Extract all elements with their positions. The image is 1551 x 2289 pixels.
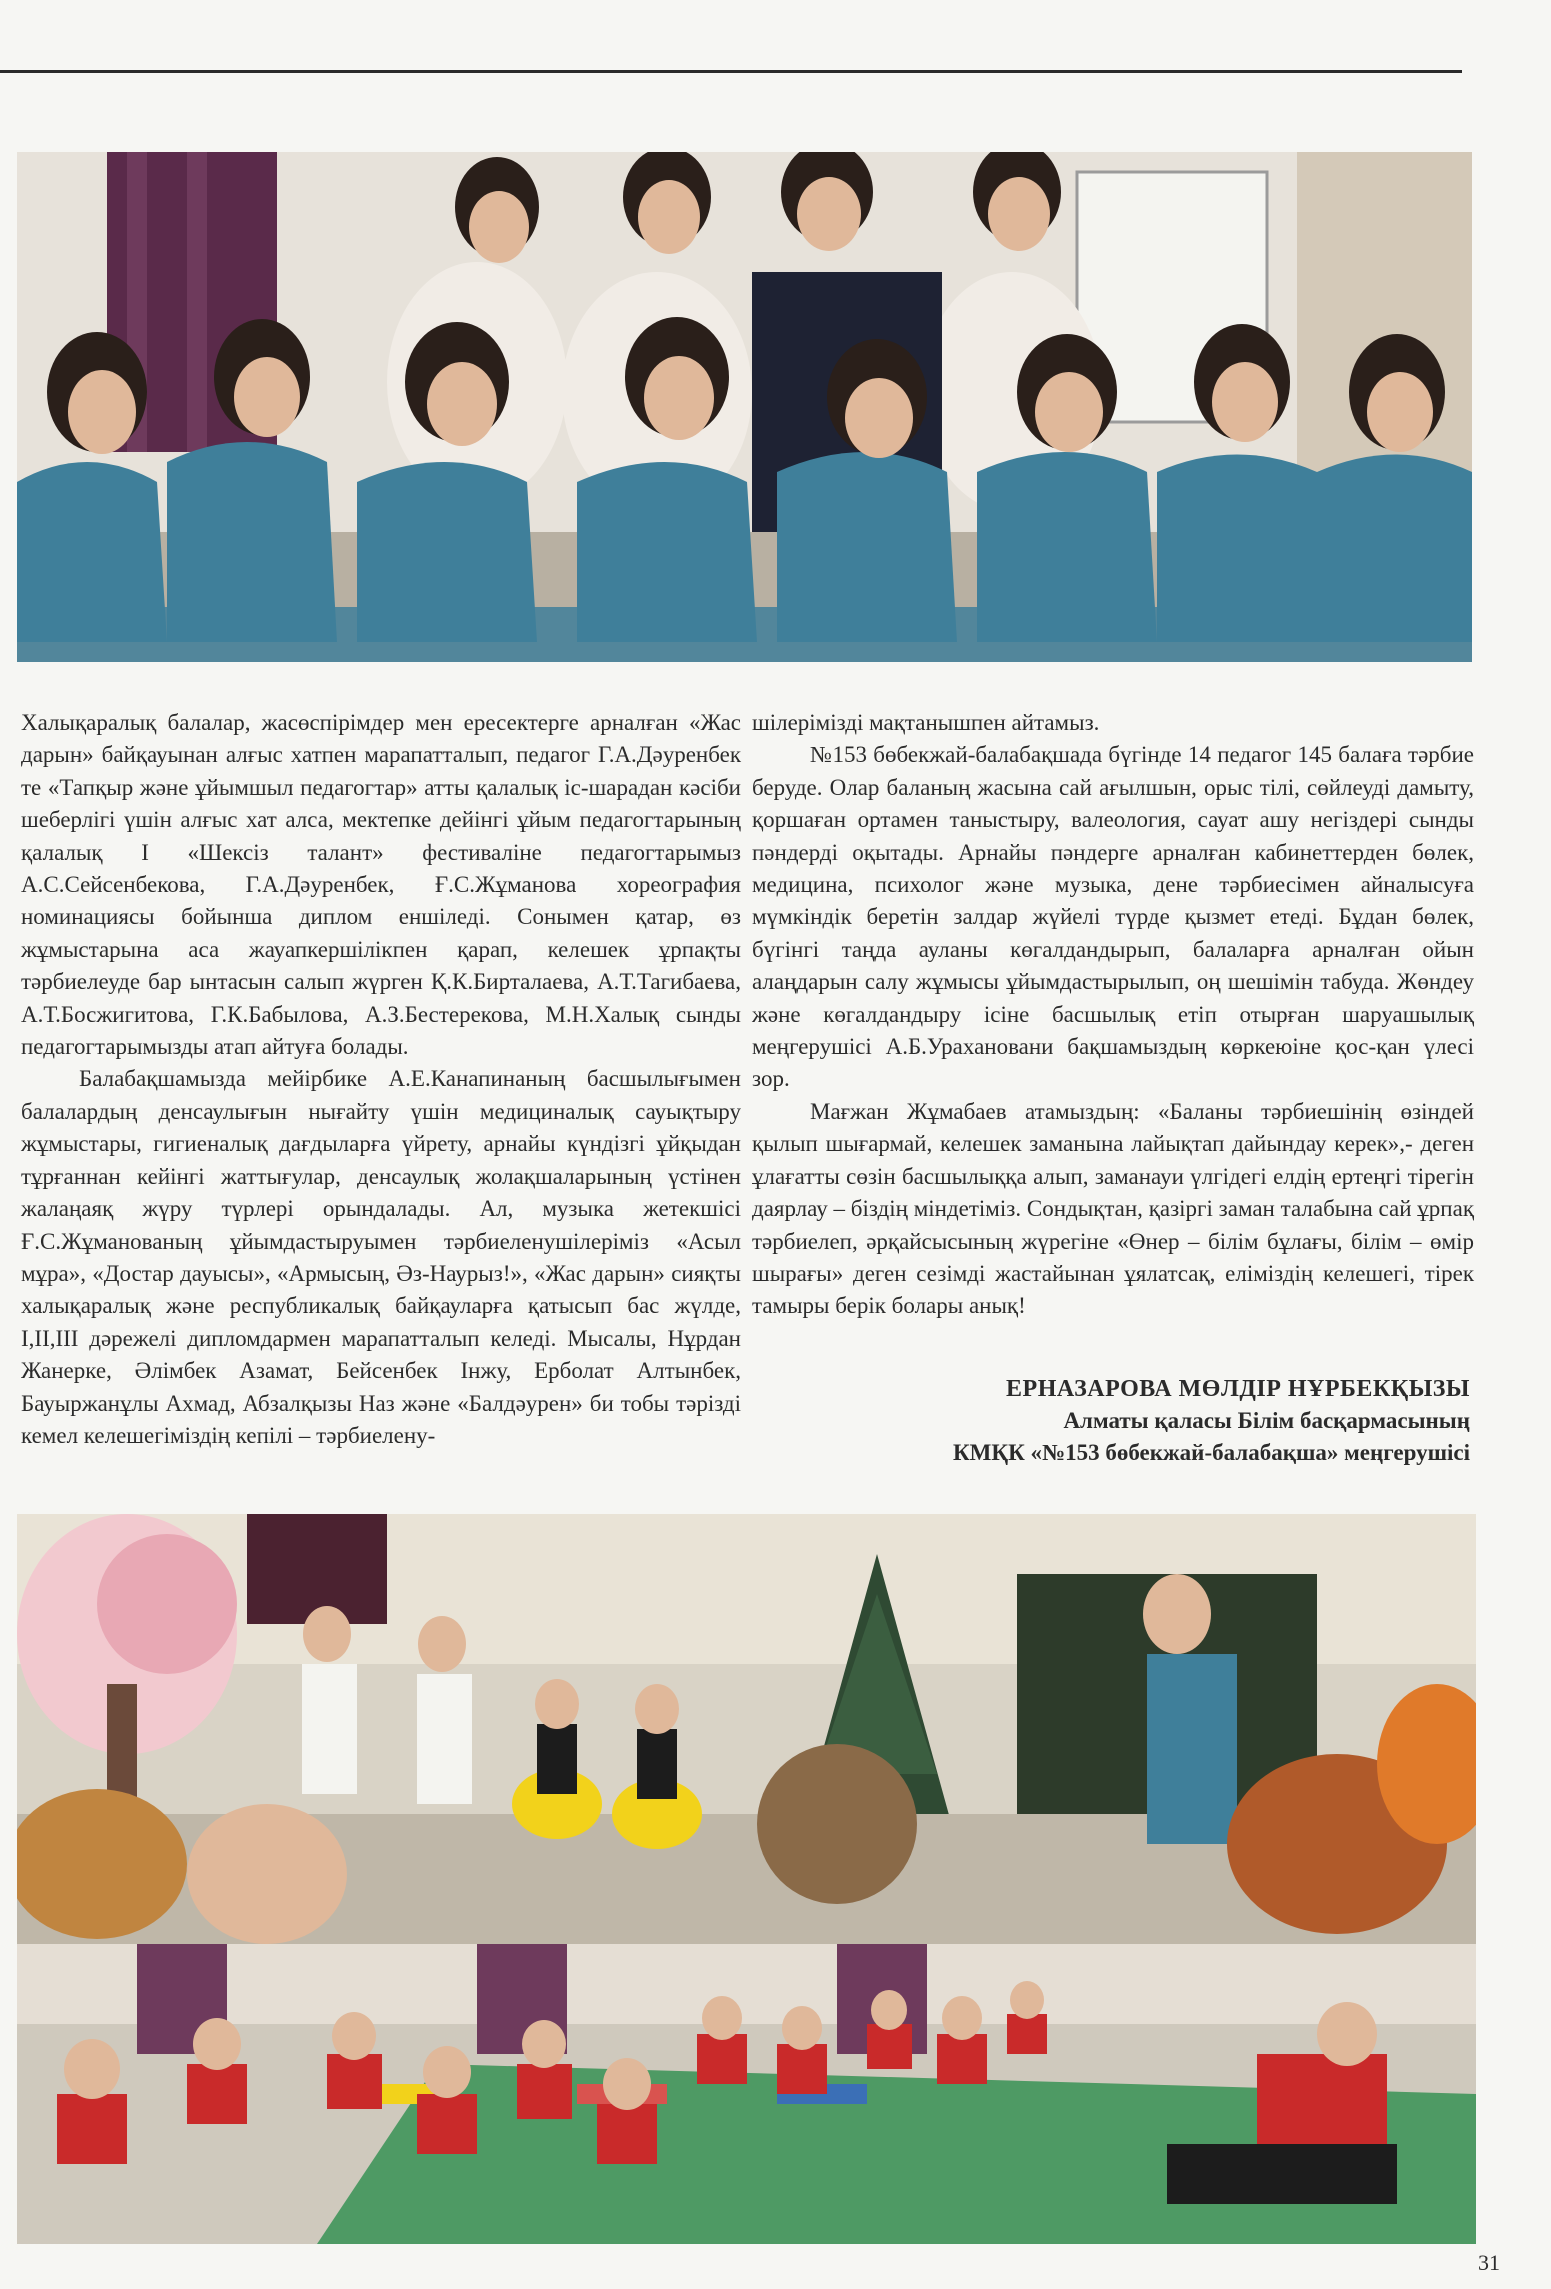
- article-left-column: [21, 707, 741, 1452]
- staff-group-photo: [17, 152, 1472, 662]
- festival-photo-drawing: [17, 1514, 1476, 1944]
- page-number: 31: [1478, 2250, 1500, 2275]
- author-position-line1: Алматы қаласы Білім басқармасының: [1063, 1408, 1470, 1433]
- paragraph: Балабақшамызда мейірбике А.Е.Канапинаның басшылығымен балалардың денсаулығын нығайту үшін медициналық сауықтыру жұмыстары, гигиеналық дағдыларға үйрету, арнайы күндізгі ұйқыдан тұрғаннан кейінгі жаттығулар, денсаулық жолақшаларының үстінен жалаңаяқ жүру түрлері орындалады. Ал, музыка жетекшісі Ғ.С.Жұманованың ұйымдастыруымен тәрбиеленушілеріміз «Асыл мұра», «Достар дауысы», «Армысың, Әз-Наурыз!», «Жас дарын» сияқты халықаралық және республикалық байқауларға қатысып бас жүлде, I,II,III дәрежелі дипломдармен марапатталып келеді. Мысалы, Нұрдан Жанерке, Әлімбек Азамат, Бейсенбек Інжу, Ерболат Алтынбек, Бауыржанұлы Ахмад, Абзалқызы Наз және «Балдәурен» би тобы тәрізді кемел келешегіміздің кепілі – тәрбиелену-: [21, 1066, 741, 1448]
- author-signature: [953, 1373, 1470, 1469]
- staff-photo-drawing: [17, 152, 1472, 662]
- children-festival-photo: [17, 1514, 1476, 1944]
- paragraph: Халықаралық балалар, жасөспірімдер мен ересектерге арналған «Жас дарын» байқауынан алғыс хатпен марапатталып, педагог Г.А.Дәуренбек те «Тапқыр және ұйымшыл педагогтар» атты қалалық іс-шарадан кәсіби шеберлігі үшін алғыс хат алса, мектепке дейінгі ұйым педагогтарының қалалық I «Шексіз талант» фестиваліне педагогтарымыз А.С.Сейсенбекова, Г.А.Дәуренбек, Ғ.С.Жұманова хореография номинациясы бойынша диплом еншіледі. Сонымен қатар, өз жұмыстарына аса жауапкершілікпен қарап, келешек ұрпақты тәрбиелеуде бар ынтасын салып жүрген Қ.К.Бирталаева, А.Т.Тагибаева, А.Т.Босжигитова, Г.К.Бабылова, А.З.Бестерекова, М.Н.Халық сынды педагогтарымызды атап айтуға болады.: [21, 710, 741, 1060]
- header-rule: [0, 70, 1462, 73]
- author-position-line2: КМҚК «№153 бөбекжай-балабақша» меңгерушісі: [953, 1440, 1470, 1465]
- article-right-column: [752, 707, 1474, 1323]
- paragraph: №153 бөбекжай-балабақшада бүгінде 14 педагог 145 балаға тәрбие беруде. Олар баланың жасына сай ағылшын, орыс тілі, сөйлеуді дамыту, қоршаған ортамен таныстыру, валеология, сауат ашу негіздері сынды пәндерді оқытады. Арнайы пәндерге арналған кабинеттерден бөлек, медицина, психолог және музыка, дене тәрбиесімен айналысуға мүмкіндік беретін залдар жүйелі түрде қызмет етеді. Бұдан бөлек, бүгінгі таңда ауланы көгалдандырып, балаларға арналған ойын алаңдарын салу жұмысы ұйымдастырылып, оң шешімін табуда. Жөндеу және көгалдандыру ісіне басшылық етіп отырған шаруашылық меңгерушісі А.Б.Урахановани бақшамыздың көркеюіне қос-қан үлесі зор.: [752, 742, 1474, 1092]
- paragraph: Мағжан Жұмабаев атамыздың: «Баланы тәрбиешінің өзіндей қылып шығармай, келешек заманына лайықтап дайындау керек»,- деген ұлағатты сөзін басшылыққа алып, заманауи үлгідегі елдің ертеңгі тірегін даярлау – біздің міндетіміз. Сондықтан, қазіргі заман талабына сай ұрпақ тәрбиелеп, әрқайсысының жүрегіне «Өнер – білім бұлағы, білім – өмір шырағы» деген сезімді жастайынан ұялатсақ, еліміздің келешегі, тірек тамыры берік болары анық!: [752, 1098, 1474, 1319]
- author-name: ЕРНАЗАРОВА МӨЛДІР НҰРБЕКҚЫЗЫ: [1006, 1376, 1470, 1402]
- exercise-photo-drawing: [17, 1944, 1476, 2244]
- children-exercise-photo: [17, 1944, 1476, 2244]
- paragraph: шілерімізді мақтанышпен айтамыз.: [752, 710, 1100, 735]
